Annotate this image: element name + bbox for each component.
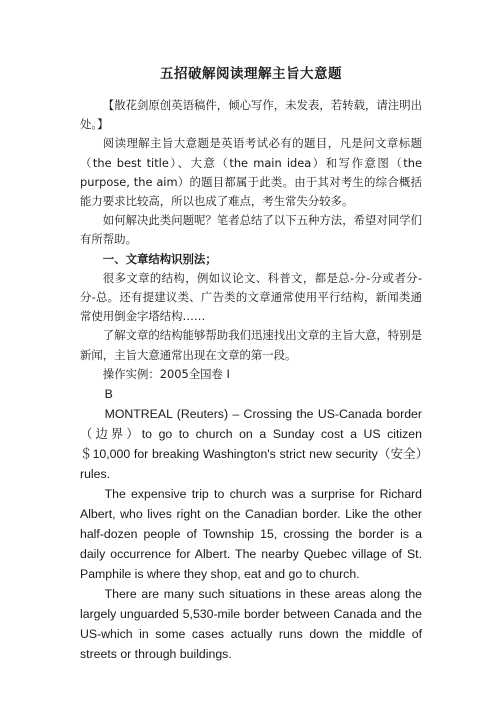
- structure-paragraph: 很多文章的结构，例如议论文、科普文，都是总-分-分或者分-分-总。还有提建议类、广告类的文章通常使用平行结构，新闻类通常使用倒金字塔结构……: [80, 270, 422, 324]
- document-title: 五招破解阅读理解主旨大意题: [160, 66, 342, 82]
- method-summary-paragraph: 如何解决此类问题呢？笔者总结了以下五种方法，希望对同学们有所帮助。: [80, 213, 422, 247]
- structure-benefit-paragraph: 了解文章的结构能够帮助我们迅速找出文章的主旨大意，特别是新闻，主旨大意通常出现在文章的第一段。: [80, 328, 422, 362]
- section-heading: 一、文章结构识别法；: [102, 251, 217, 266]
- passage-paragraph-1: MONTREAL (Reuters) – Crossing the US-Canada border（边界）to go to church on a Sunday cost a US citizen ＄10,000 for breaking Washington's strict new security（安全）rules.: [80, 407, 422, 482]
- example-label: 操作实例：2005全国卷 I: [102, 366, 230, 381]
- passage-paragraph-3: There are many such situations in these areas along the largely unguarded 5,530-mile border between Canada and the US-which in some cases actually runs down the middle of streets or through buildings.: [80, 587, 422, 662]
- intro-paragraph: 阅读理解主旨大意题是英语考试必有的题目，凡是问文章标题（the best title）、大意（the main idea）和写作意图（the purpose, the aim）的题目都属于此类。由于其对考生的综合概括能力要求比较高，所以也成了难点，考生常失分较多。: [80, 136, 422, 209]
- passage-paragraph-2: The expensive trip to church was a surprise for Richard Albert, who lives right on the Canadian border. Like the other half-dozen people of Township 15, crossing the border is a daily occurrence for Albert. The nearby Quebec village of St. Pamphile is where they shop, eat and go to church.: [80, 487, 422, 582]
- copyright-notice: 【散花剑原创英语稿件，倾心写作，未发表，若转载，请注明出处。】: [80, 98, 422, 132]
- passage-letter: B: [104, 387, 113, 402]
